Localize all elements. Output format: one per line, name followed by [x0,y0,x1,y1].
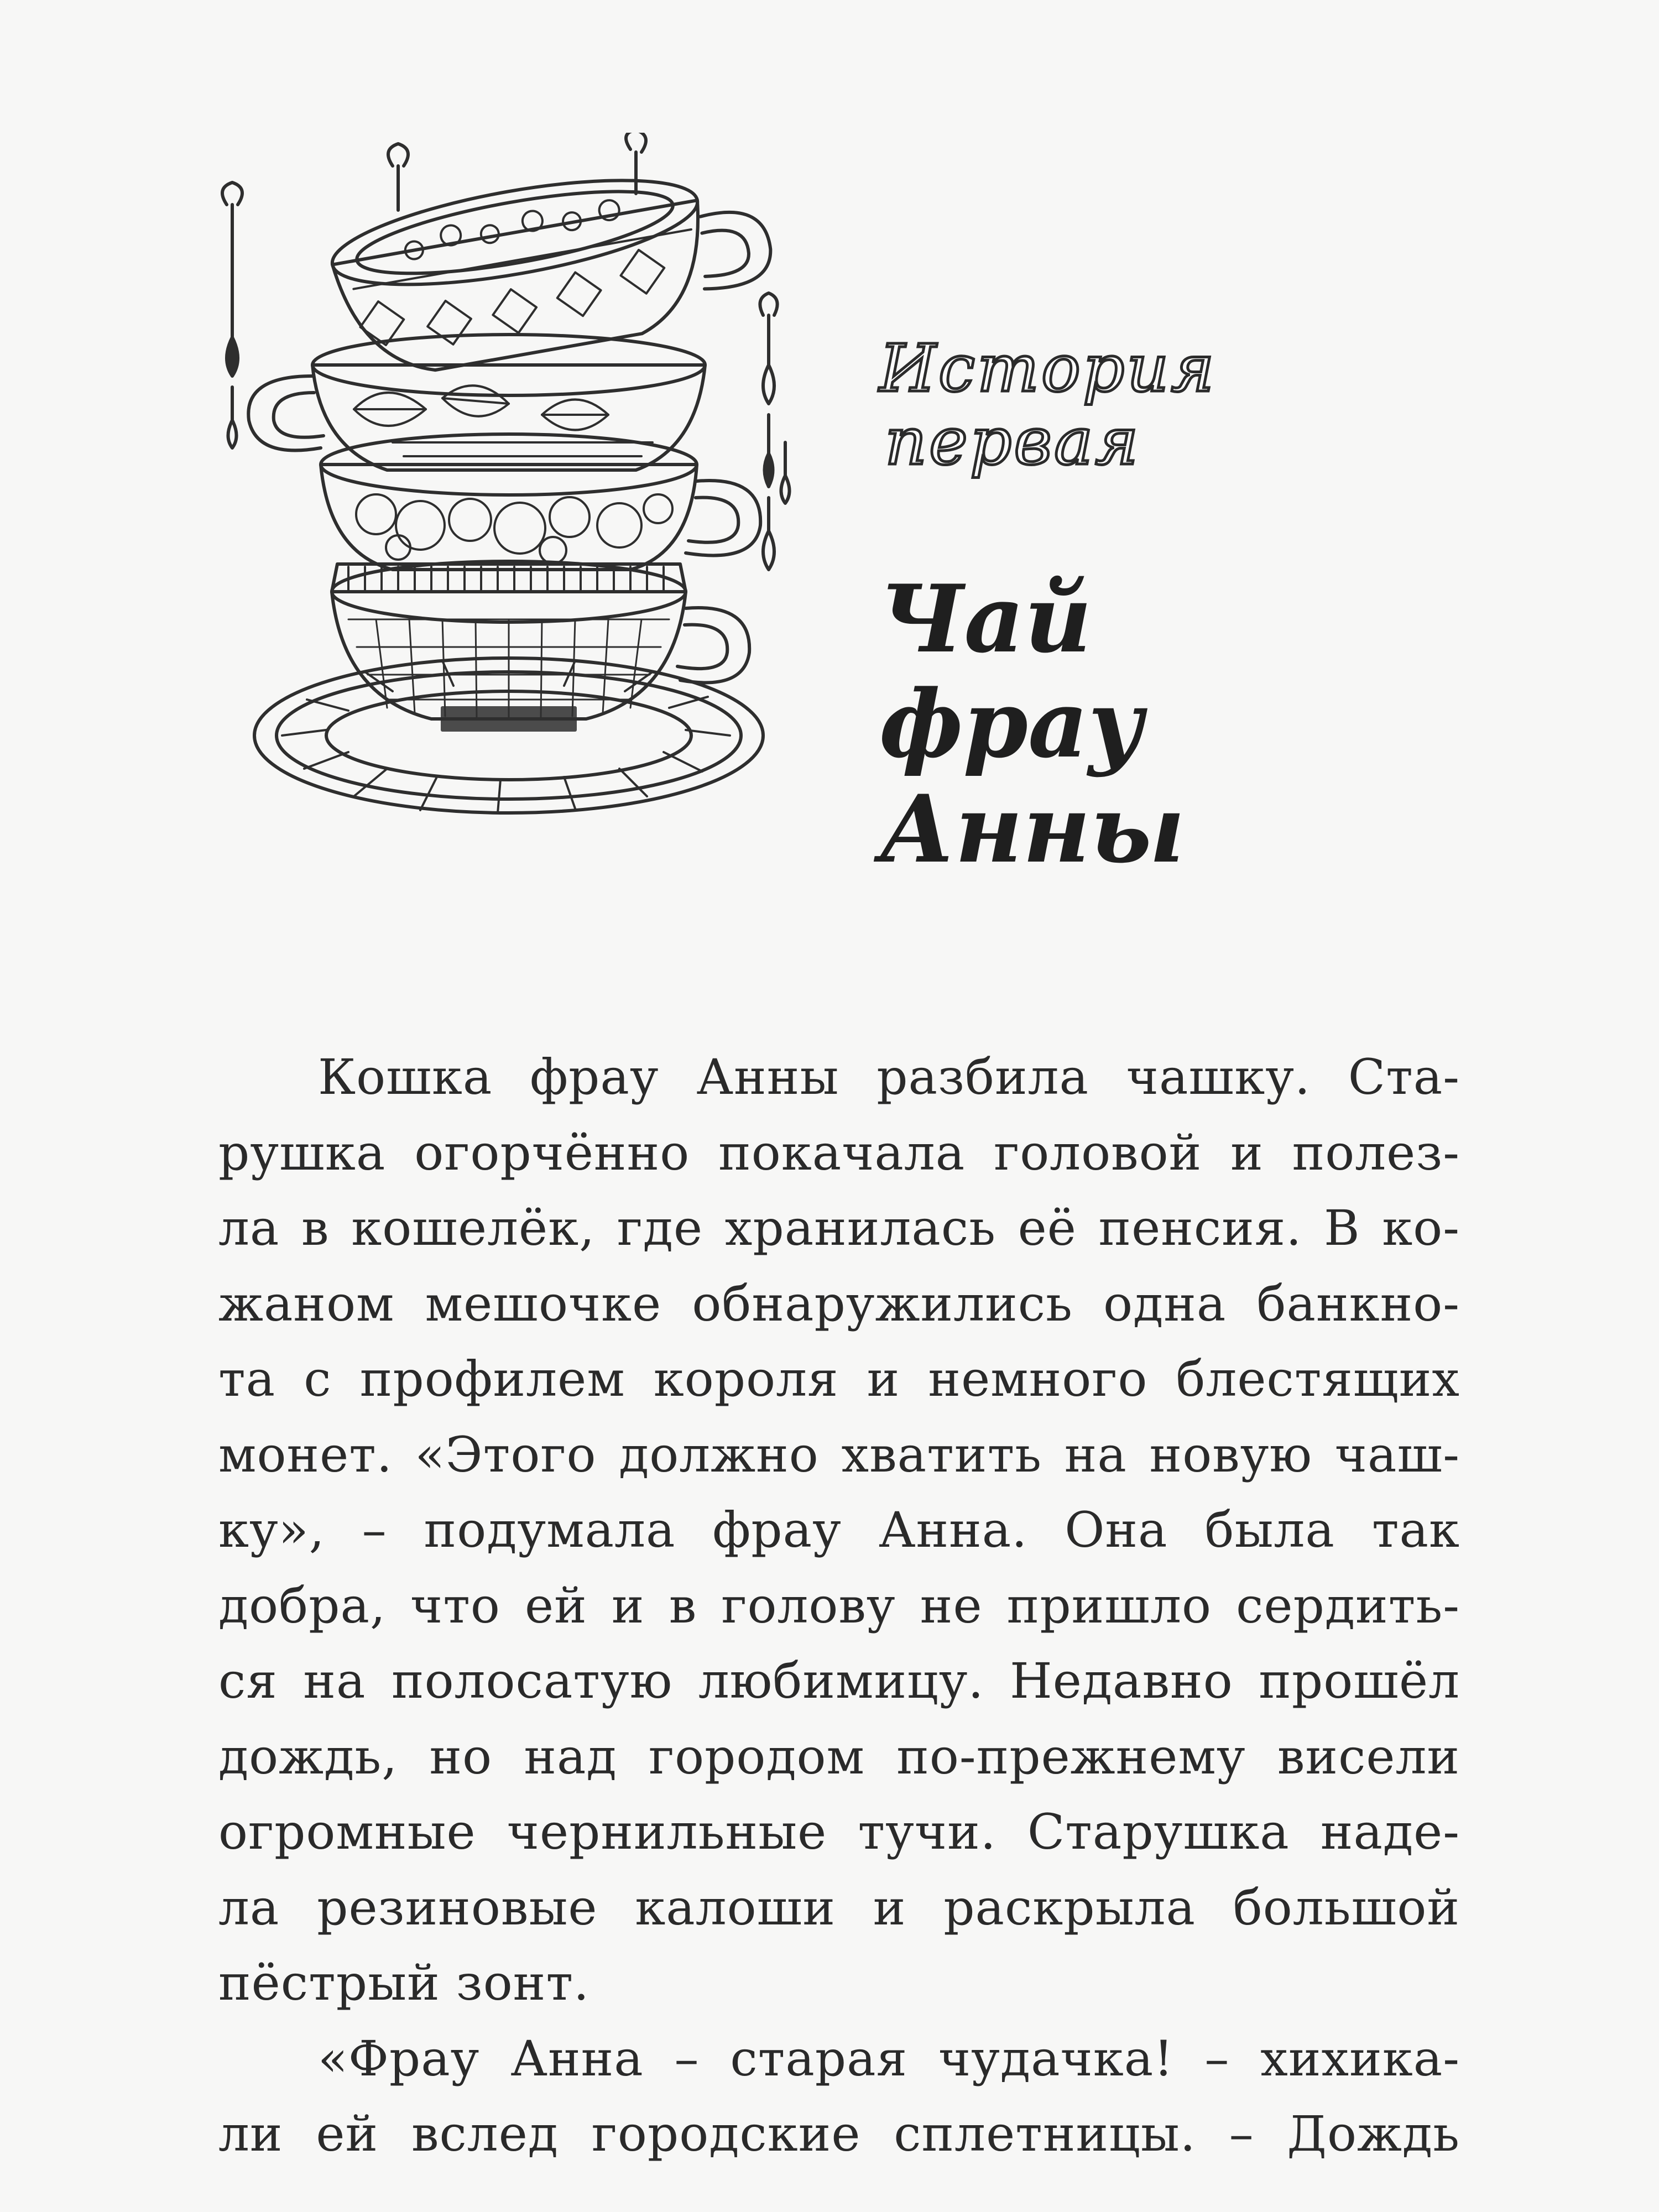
body-text [218,1040,1460,2172]
text-line: монет. «Этого должно хватить на новую чаш- [218,1426,1460,1483]
text-line: та с профилем короля и немного блестящих [218,1350,1460,1407]
chapter-title-line-1: Чай [879,564,1092,674]
stacked-teacups-illustration [210,133,807,841]
text-line: добра, что ей и в голову не пришло сердить- [218,1577,1460,1634]
chapter-title [879,564,1488,884]
text-line: огромные чернильные тучи. Старушка наде- [218,1803,1460,1860]
text-line: жаном мешочке обнаружились одна банкно- [218,1275,1460,1332]
text-line: дождь, но над городом по-прежнему висели [218,1728,1460,1785]
text-line: Кошка фрау Анны разбила чашку. Ста- [318,1048,1460,1105]
chapter-number-line-2: первая [885,403,1141,479]
chapter-heading [879,330,1488,884]
chapter-number-line-1: История [879,330,1217,406]
text-line: ли ей вслед городские сплетницы. – Дождь [218,2105,1460,2162]
text-line: «Фрау Анна – старая чудачка! – хихика- [318,2030,1460,2087]
text-line: ла в кошелёк, где хранилась её пенсия. В ко- [218,1199,1460,1256]
text-line: ла резиновые калоши и раскрыла большой [218,1879,1460,1936]
text-line: пёстрый зонт. [218,1954,589,2011]
text-line: ся на полосатую любимицу. Недавно прошёл [218,1652,1460,1709]
chapter-title-line-3: Анны [879,774,1185,884]
chapter-number [879,332,1488,478]
text-line: рушка огорчённо покачала головой и полез- [218,1124,1460,1181]
text-line: ку», – подумала фрау Анна. Она была так [218,1501,1460,1558]
chapter-title-line-2: фрау [879,669,1144,779]
